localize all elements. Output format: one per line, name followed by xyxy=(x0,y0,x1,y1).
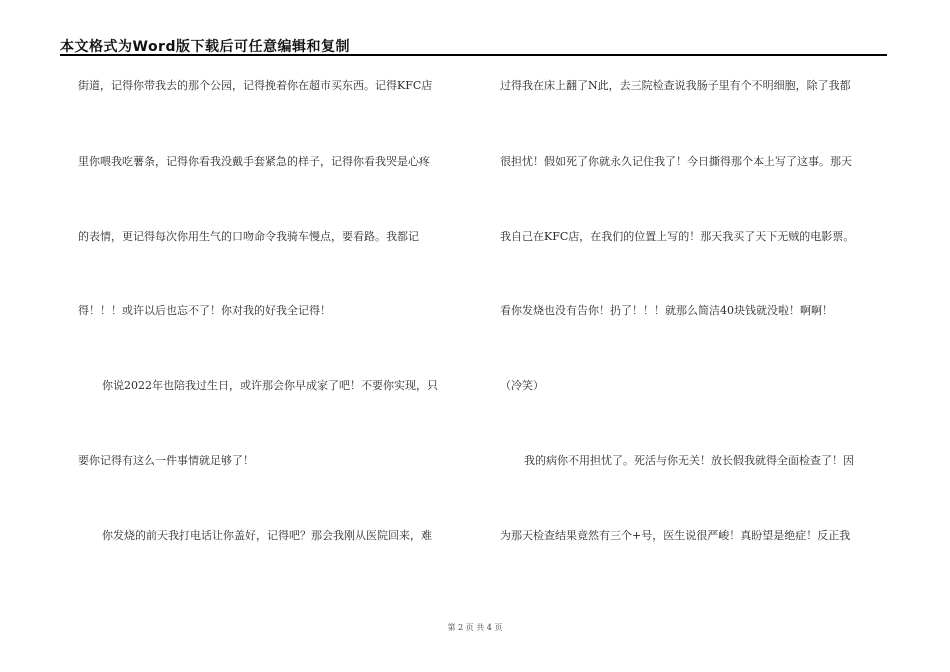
paragraph-line: 看你发烧也没有告你！扔了！！！就那么简洁40块钱就没啦！啊啊！ xyxy=(500,304,833,317)
paragraph-line: 很担忧！假如死了你就永久记住我了！今日撕得那个本上写了这事。那天 xyxy=(500,155,852,168)
paragraph-line: 里你喂我吃薯条，记得你看我没戴手套紧急的样子，记得你看我哭是心疼 xyxy=(78,155,430,168)
header-divider xyxy=(60,54,887,56)
paragraph-line: 的表情，更记得每次你用生气的口吻命令我骑车慢点，要看路。我都记 xyxy=(78,230,419,243)
paragraph-line: （冷笑） xyxy=(500,379,544,392)
paragraph-line: 你说2022年也陪我过生日，或许那会你早成家了吧！不要你实现，只 xyxy=(102,379,438,392)
paragraph-line: 你发烧的前天我打电话让你盖好，记得吧？那会我刚从医院回来，难 xyxy=(102,529,432,542)
document-header-title: 本文格式为Word版下载后可任意编辑和复制 xyxy=(60,39,350,55)
paragraph-line: 要你记得有这么一件事情就足够了！ xyxy=(78,454,254,467)
paragraph-line: 过得我在床上翻了N此，去三院检查说我肠子里有个不明细胞，除了我都 xyxy=(500,79,851,92)
paragraph-line: 得！！！或许以后也忘不了！你对我的好我全记得！ xyxy=(78,304,331,317)
paragraph-line: 我的病你不用担忧了。死活与你无关！放长假我就得全面检查了！因 xyxy=(524,454,854,467)
page-number-footer: 第 2 页 共 4 页 xyxy=(447,623,503,632)
paragraph-line: 我自己在KFC店，在我们的位置上写的！那天我买了天下无贼的电影票。 xyxy=(500,230,855,243)
paragraph-line: 街道，记得你带我去的那个公园，记得挽着你在超市买东西。记得KFC店 xyxy=(78,79,433,92)
paragraph-line: 为那天检查结果竟然有三个+号，医生说很严峻！真盼望是绝症！反正我 xyxy=(500,529,851,542)
